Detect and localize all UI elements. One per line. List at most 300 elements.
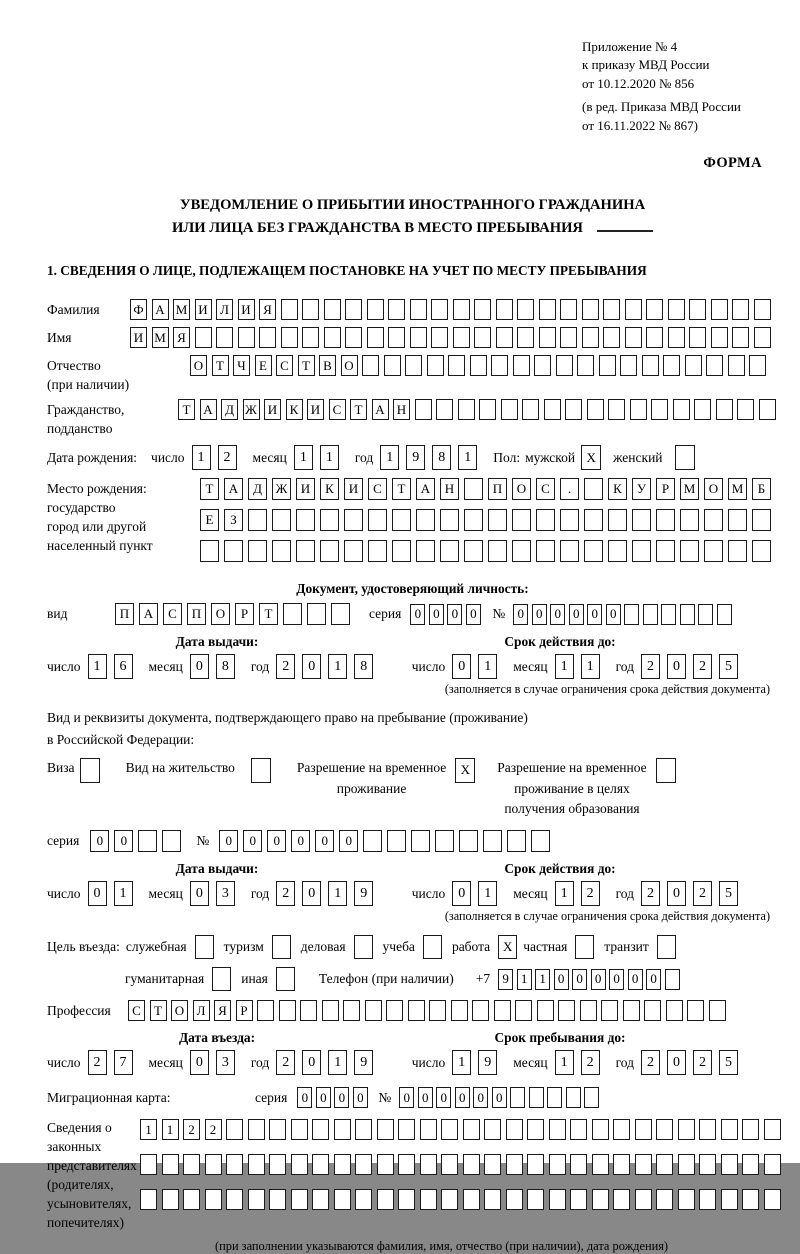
char-cell[interactable]	[479, 399, 496, 420]
char-cell[interactable]	[363, 830, 382, 852]
char-cell[interactable]: М	[728, 478, 747, 500]
char-cell[interactable]: 0	[190, 881, 209, 906]
char-cell[interactable]	[491, 355, 508, 376]
char-cell[interactable]	[560, 327, 577, 348]
purpose-work-checkbox[interactable]: X	[498, 935, 517, 959]
char-cell[interactable]	[205, 1189, 222, 1210]
char-cell[interactable]	[463, 1154, 480, 1175]
char-cell[interactable]: 1	[114, 881, 133, 906]
char-cell[interactable]	[678, 1154, 695, 1175]
char-cell[interactable]	[752, 540, 771, 562]
char-cell[interactable]: 9	[406, 445, 425, 470]
char-cell[interactable]: 0	[267, 830, 286, 852]
char-cell[interactable]: Т	[178, 399, 195, 420]
char-cell[interactable]: 0	[334, 1087, 349, 1108]
char-cell[interactable]	[448, 355, 465, 376]
char-cell[interactable]: А	[416, 478, 435, 500]
char-cell[interactable]	[673, 399, 690, 420]
char-cell[interactable]	[635, 1154, 652, 1175]
char-cell[interactable]	[549, 1189, 566, 1210]
char-cell[interactable]: 3	[216, 881, 235, 906]
char-cell[interactable]: 2	[693, 1050, 712, 1075]
char-cell[interactable]: И	[307, 399, 324, 420]
char-cell[interactable]: 1	[555, 654, 574, 679]
char-cell[interactable]	[613, 1154, 630, 1175]
char-cell[interactable]	[281, 299, 298, 320]
char-cell[interactable]: 0	[513, 604, 528, 625]
char-cell[interactable]	[488, 509, 507, 531]
char-cell[interactable]: Д	[248, 478, 267, 500]
char-cell[interactable]: 2	[581, 1050, 600, 1075]
char-cell[interactable]: Я	[259, 299, 276, 320]
char-cell[interactable]: 2	[641, 654, 660, 679]
char-cell[interactable]	[685, 355, 702, 376]
char-cell[interactable]: 1	[452, 1050, 471, 1075]
char-cell[interactable]: 1	[320, 445, 339, 470]
char-cell[interactable]: 7	[114, 1050, 133, 1075]
char-cell[interactable]: 1	[517, 969, 532, 990]
char-cell[interactable]	[625, 327, 642, 348]
char-cell[interactable]: 1	[192, 445, 211, 470]
char-cell[interactable]	[427, 355, 444, 376]
char-cell[interactable]: 2	[581, 881, 600, 906]
char-cell[interactable]	[539, 299, 556, 320]
char-cell[interactable]	[635, 1119, 652, 1140]
char-cell[interactable]	[384, 355, 401, 376]
char-cell[interactable]	[269, 1189, 286, 1210]
char-cell[interactable]	[183, 1189, 200, 1210]
char-cell[interactable]: 5	[719, 881, 738, 906]
char-cell[interactable]	[728, 355, 745, 376]
char-cell[interactable]	[570, 1154, 587, 1175]
char-cell[interactable]: О	[171, 1000, 188, 1021]
char-cell[interactable]	[291, 1189, 308, 1210]
char-cell[interactable]: 2	[218, 445, 237, 470]
char-cell[interactable]	[507, 830, 526, 852]
char-cell[interactable]	[680, 540, 699, 562]
char-cell[interactable]	[560, 509, 579, 531]
purpose-other-checkbox[interactable]	[276, 967, 295, 991]
char-cell[interactable]	[320, 509, 339, 531]
char-cell[interactable]: 0	[628, 969, 643, 990]
char-cell[interactable]	[283, 603, 302, 625]
char-cell[interactable]	[463, 1119, 480, 1140]
char-cell[interactable]	[451, 1000, 468, 1021]
char-cell[interactable]	[709, 1000, 726, 1021]
char-cell[interactable]	[436, 399, 453, 420]
char-cell[interactable]	[494, 1000, 511, 1021]
char-cell[interactable]	[764, 1154, 781, 1175]
char-cell[interactable]: 0	[90, 830, 109, 852]
char-cell[interactable]	[458, 399, 475, 420]
char-cell[interactable]	[431, 327, 448, 348]
char-cell[interactable]: Т	[212, 355, 229, 376]
char-cell[interactable]: 0	[667, 1050, 686, 1075]
char-cell[interactable]: М	[680, 478, 699, 500]
char-cell[interactable]: 0	[466, 604, 481, 625]
char-cell[interactable]	[238, 327, 255, 348]
char-cell[interactable]: О	[512, 478, 531, 500]
char-cell[interactable]	[764, 1189, 781, 1210]
char-cell[interactable]: Д	[221, 399, 238, 420]
char-cell[interactable]	[453, 327, 470, 348]
char-cell[interactable]	[592, 1189, 609, 1210]
char-cell[interactable]	[377, 1189, 394, 1210]
char-cell[interactable]: 0	[302, 881, 321, 906]
char-cell[interactable]: 0	[569, 604, 584, 625]
char-cell[interactable]: С	[276, 355, 293, 376]
char-cell[interactable]	[565, 399, 582, 420]
char-cell[interactable]	[470, 355, 487, 376]
char-cell[interactable]: Т	[392, 478, 411, 500]
char-cell[interactable]	[279, 1000, 296, 1021]
char-cell[interactable]	[324, 299, 341, 320]
char-cell[interactable]: Е	[255, 355, 272, 376]
char-cell[interactable]: Л	[216, 299, 233, 320]
char-cell[interactable]: 1	[88, 654, 107, 679]
char-cell[interactable]	[635, 1189, 652, 1210]
char-cell[interactable]	[630, 399, 647, 420]
char-cell[interactable]: 0	[88, 881, 107, 906]
char-cell[interactable]	[592, 1119, 609, 1140]
char-cell[interactable]	[226, 1154, 243, 1175]
char-cell[interactable]	[728, 540, 747, 562]
char-cell[interactable]	[367, 327, 384, 348]
char-cell[interactable]	[195, 327, 212, 348]
char-cell[interactable]: Р	[656, 478, 675, 500]
char-cell[interactable]	[368, 509, 387, 531]
char-cell[interactable]	[699, 1189, 716, 1210]
char-cell[interactable]: О	[211, 603, 230, 625]
char-cell[interactable]	[296, 509, 315, 531]
char-cell[interactable]	[632, 540, 651, 562]
char-cell[interactable]	[711, 299, 728, 320]
char-cell[interactable]	[728, 509, 747, 531]
char-cell[interactable]	[608, 540, 627, 562]
char-cell[interactable]	[496, 327, 513, 348]
char-cell[interactable]: 1	[140, 1119, 157, 1140]
char-cell[interactable]	[651, 399, 668, 420]
purpose-study-checkbox[interactable]	[423, 935, 442, 959]
char-cell[interactable]: 9	[354, 881, 373, 906]
char-cell[interactable]	[440, 509, 459, 531]
char-cell[interactable]	[496, 299, 513, 320]
char-cell[interactable]: 1	[478, 881, 497, 906]
char-cell[interactable]	[752, 509, 771, 531]
char-cell[interactable]: И	[130, 327, 147, 348]
char-cell[interactable]	[248, 1189, 265, 1210]
char-cell[interactable]: М	[173, 299, 190, 320]
char-cell[interactable]: Р	[235, 603, 254, 625]
char-cell[interactable]: 1	[555, 1050, 574, 1075]
char-cell[interactable]	[388, 299, 405, 320]
char-cell[interactable]	[431, 299, 448, 320]
char-cell[interactable]: 0	[455, 1087, 470, 1108]
sex-female-checkbox[interactable]	[675, 445, 695, 470]
char-cell[interactable]	[463, 1189, 480, 1210]
char-cell[interactable]	[368, 540, 387, 562]
char-cell[interactable]	[656, 1119, 673, 1140]
char-cell[interactable]	[656, 540, 675, 562]
char-cell[interactable]	[420, 1154, 437, 1175]
char-cell[interactable]: 0	[114, 830, 133, 852]
char-cell[interactable]	[522, 399, 539, 420]
char-cell[interactable]: А	[139, 603, 158, 625]
char-cell[interactable]	[162, 1189, 179, 1210]
purpose-humanitarian-checkbox[interactable]	[212, 967, 231, 991]
char-cell[interactable]: 0	[554, 969, 569, 990]
char-cell[interactable]	[162, 830, 181, 852]
char-cell[interactable]: Я	[173, 327, 190, 348]
char-cell[interactable]: 1	[294, 445, 313, 470]
char-cell[interactable]: С	[368, 478, 387, 500]
char-cell[interactable]	[582, 327, 599, 348]
char-cell[interactable]	[269, 1154, 286, 1175]
char-cell[interactable]: 8	[432, 445, 451, 470]
char-cell[interactable]	[547, 1087, 562, 1108]
char-cell[interactable]: К	[320, 478, 339, 500]
char-cell[interactable]	[312, 1189, 329, 1210]
char-cell[interactable]	[764, 1119, 781, 1140]
char-cell[interactable]: В	[319, 355, 336, 376]
char-cell[interactable]	[515, 1000, 532, 1021]
char-cell[interactable]: 0	[591, 969, 606, 990]
char-cell[interactable]	[345, 299, 362, 320]
char-cell[interactable]	[613, 1119, 630, 1140]
purpose-transit-checkbox[interactable]	[657, 935, 676, 959]
char-cell[interactable]	[668, 327, 685, 348]
char-cell[interactable]: 0	[316, 1087, 331, 1108]
char-cell[interactable]: 2	[641, 881, 660, 906]
char-cell[interactable]	[666, 1000, 683, 1021]
char-cell[interactable]	[474, 299, 491, 320]
char-cell[interactable]	[392, 509, 411, 531]
char-cell[interactable]	[537, 1000, 554, 1021]
char-cell[interactable]	[680, 509, 699, 531]
char-cell[interactable]	[512, 540, 531, 562]
char-cell[interactable]	[464, 509, 483, 531]
char-cell[interactable]	[527, 1154, 544, 1175]
char-cell[interactable]: 6	[114, 654, 133, 679]
char-cell[interactable]: 0	[436, 1087, 451, 1108]
char-cell[interactable]	[248, 1119, 265, 1140]
char-cell[interactable]: 2	[276, 881, 295, 906]
char-cell[interactable]	[580, 1000, 597, 1021]
char-cell[interactable]: С	[536, 478, 555, 500]
char-cell[interactable]	[742, 1189, 759, 1210]
char-cell[interactable]	[704, 540, 723, 562]
char-cell[interactable]: К	[608, 478, 627, 500]
char-cell[interactable]: 0	[353, 1087, 368, 1108]
char-cell[interactable]	[646, 327, 663, 348]
char-cell[interactable]	[345, 327, 362, 348]
char-cell[interactable]	[435, 830, 454, 852]
char-cell[interactable]	[501, 399, 518, 420]
char-cell[interactable]: Ч	[233, 355, 250, 376]
char-cell[interactable]	[711, 327, 728, 348]
char-cell[interactable]	[531, 830, 550, 852]
char-cell[interactable]	[644, 1000, 661, 1021]
char-cell[interactable]	[248, 1154, 265, 1175]
char-cell[interactable]	[678, 1189, 695, 1210]
char-cell[interactable]	[420, 1119, 437, 1140]
char-cell[interactable]: 8	[216, 654, 235, 679]
char-cell[interactable]	[483, 830, 502, 852]
char-cell[interactable]: 0	[291, 830, 310, 852]
char-cell[interactable]: 2	[693, 881, 712, 906]
char-cell[interactable]	[549, 1154, 566, 1175]
char-cell[interactable]	[608, 399, 625, 420]
char-cell[interactable]	[570, 1119, 587, 1140]
char-cell[interactable]	[584, 478, 603, 500]
char-cell[interactable]	[386, 1000, 403, 1021]
char-cell[interactable]	[441, 1189, 458, 1210]
char-cell[interactable]: 1	[328, 654, 347, 679]
char-cell[interactable]: 0	[297, 1087, 312, 1108]
char-cell[interactable]	[140, 1154, 157, 1175]
char-cell[interactable]	[415, 399, 432, 420]
char-cell[interactable]	[680, 604, 695, 625]
char-cell[interactable]	[291, 1154, 308, 1175]
char-cell[interactable]	[200, 540, 219, 562]
char-cell[interactable]: 0	[190, 1050, 209, 1075]
char-cell[interactable]	[281, 327, 298, 348]
char-cell[interactable]: 9	[354, 1050, 373, 1075]
char-cell[interactable]	[584, 1087, 599, 1108]
char-cell[interactable]: Ж	[272, 478, 291, 500]
char-cell[interactable]	[344, 509, 363, 531]
char-cell[interactable]: 1	[535, 969, 550, 990]
char-cell[interactable]	[549, 1119, 566, 1140]
char-cell[interactable]	[296, 540, 315, 562]
char-cell[interactable]: 1	[380, 445, 399, 470]
char-cell[interactable]	[441, 1154, 458, 1175]
char-cell[interactable]	[539, 327, 556, 348]
char-cell[interactable]	[484, 1119, 501, 1140]
char-cell[interactable]	[410, 299, 427, 320]
char-cell[interactable]	[488, 540, 507, 562]
residence-permit-checkbox[interactable]	[251, 758, 271, 783]
char-cell[interactable]	[754, 327, 771, 348]
char-cell[interactable]: 9	[498, 969, 513, 990]
char-cell[interactable]	[661, 604, 676, 625]
char-cell[interactable]: 0	[302, 654, 321, 679]
char-cell[interactable]	[632, 509, 651, 531]
char-cell[interactable]	[689, 327, 706, 348]
char-cell[interactable]	[334, 1189, 351, 1210]
char-cell[interactable]	[331, 603, 350, 625]
char-cell[interactable]: 0	[219, 830, 238, 852]
char-cell[interactable]: 0	[410, 604, 425, 625]
char-cell[interactable]: 1	[555, 881, 574, 906]
char-cell[interactable]	[699, 1154, 716, 1175]
char-cell[interactable]	[506, 1189, 523, 1210]
char-cell[interactable]	[534, 355, 551, 376]
purpose-business-checkbox[interactable]	[354, 935, 373, 959]
char-cell[interactable]: 0	[452, 654, 471, 679]
char-cell[interactable]: 1	[458, 445, 477, 470]
char-cell[interactable]: П	[488, 478, 507, 500]
char-cell[interactable]	[668, 299, 685, 320]
char-cell[interactable]: О	[341, 355, 358, 376]
char-cell[interactable]: 0	[315, 830, 334, 852]
char-cell[interactable]	[248, 540, 267, 562]
char-cell[interactable]	[324, 327, 341, 348]
char-cell[interactable]	[300, 1000, 317, 1021]
char-cell[interactable]	[706, 355, 723, 376]
char-cell[interactable]	[512, 509, 531, 531]
char-cell[interactable]	[566, 1087, 581, 1108]
char-cell[interactable]	[529, 1087, 544, 1108]
char-cell[interactable]: 0	[646, 969, 661, 990]
char-cell[interactable]	[269, 1119, 286, 1140]
char-cell[interactable]	[464, 540, 483, 562]
char-cell[interactable]: Ж	[243, 399, 260, 420]
char-cell[interactable]	[601, 1000, 618, 1021]
char-cell[interactable]: 2	[276, 654, 295, 679]
char-cell[interactable]	[603, 327, 620, 348]
char-cell[interactable]	[312, 1119, 329, 1140]
char-cell[interactable]: 2	[205, 1119, 222, 1140]
char-cell[interactable]	[398, 1189, 415, 1210]
char-cell[interactable]: О	[190, 355, 207, 376]
temp-permit-checkbox[interactable]: X	[455, 758, 475, 783]
char-cell[interactable]: З	[224, 509, 243, 531]
char-cell[interactable]: 2	[183, 1119, 200, 1140]
visa-checkbox[interactable]	[80, 758, 100, 783]
char-cell[interactable]: О	[704, 478, 723, 500]
char-cell[interactable]	[183, 1154, 200, 1175]
char-cell[interactable]: 0	[667, 881, 686, 906]
char-cell[interactable]: Т	[298, 355, 315, 376]
char-cell[interactable]	[322, 1000, 339, 1021]
char-cell[interactable]	[513, 355, 530, 376]
char-cell[interactable]: Т	[150, 1000, 167, 1021]
char-cell[interactable]	[362, 355, 379, 376]
purpose-official-checkbox[interactable]	[195, 935, 214, 959]
char-cell[interactable]	[272, 540, 291, 562]
char-cell[interactable]: А	[372, 399, 389, 420]
char-cell[interactable]	[620, 355, 637, 376]
char-cell[interactable]	[506, 1154, 523, 1175]
char-cell[interactable]	[623, 1000, 640, 1021]
char-cell[interactable]: 1	[328, 1050, 347, 1075]
char-cell[interactable]	[544, 399, 561, 420]
char-cell[interactable]: Е	[200, 509, 219, 531]
char-cell[interactable]	[365, 1000, 382, 1021]
char-cell[interactable]	[665, 969, 680, 990]
char-cell[interactable]: Т	[350, 399, 367, 420]
char-cell[interactable]	[699, 1119, 716, 1140]
char-cell[interactable]: Н	[440, 478, 459, 500]
char-cell[interactable]	[737, 399, 754, 420]
char-cell[interactable]	[656, 1154, 673, 1175]
char-cell[interactable]: .	[560, 478, 579, 500]
char-cell[interactable]: 1	[328, 881, 347, 906]
char-cell[interactable]: А	[224, 478, 243, 500]
char-cell[interactable]: 0	[492, 1087, 507, 1108]
sex-male-checkbox[interactable]: X	[581, 445, 601, 470]
char-cell[interactable]	[416, 540, 435, 562]
char-cell[interactable]	[704, 509, 723, 531]
char-cell[interactable]	[625, 299, 642, 320]
char-cell[interactable]: С	[163, 603, 182, 625]
char-cell[interactable]: И	[238, 299, 255, 320]
char-cell[interactable]	[587, 399, 604, 420]
char-cell[interactable]: Н	[393, 399, 410, 420]
char-cell[interactable]: 1	[478, 654, 497, 679]
char-cell[interactable]	[474, 327, 491, 348]
